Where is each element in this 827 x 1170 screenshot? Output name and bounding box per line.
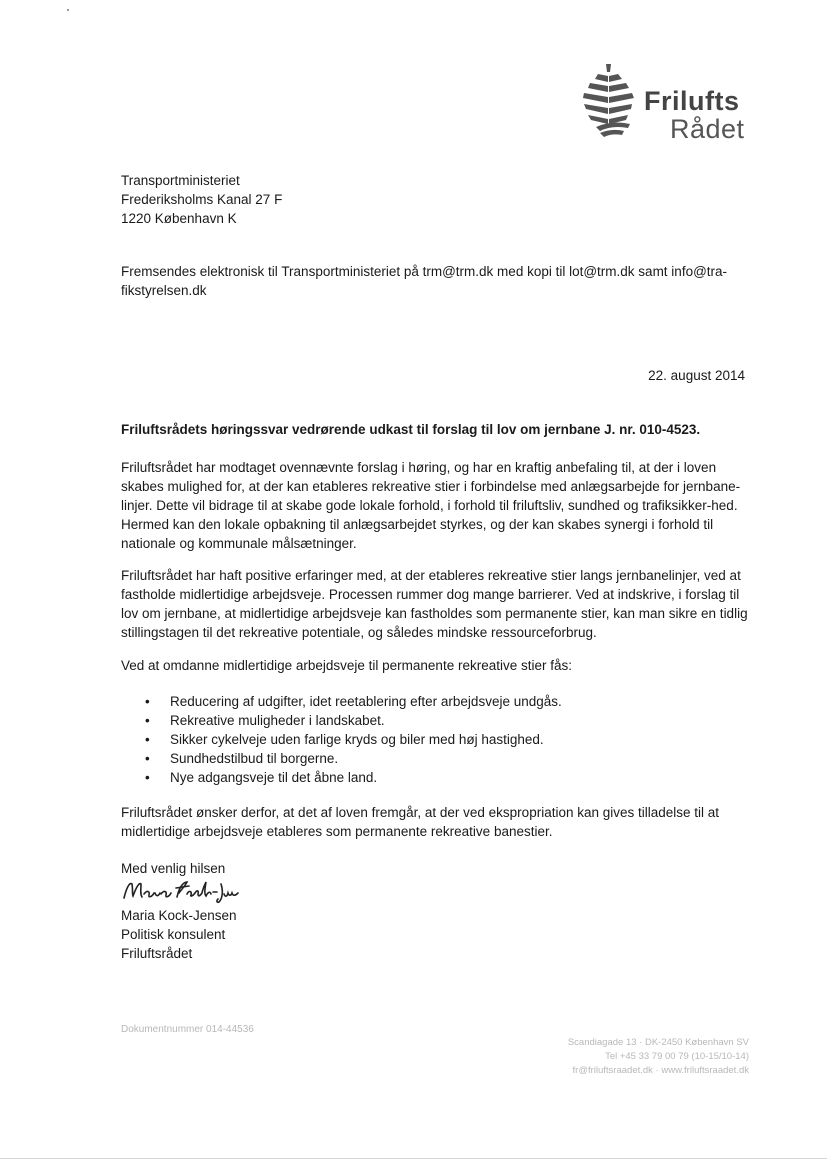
recipient-name: Transportministeriet	[121, 173, 240, 188]
scan-speck	[67, 9, 69, 11]
list-item-text: Rekreative muligheder i landskabet.	[170, 713, 385, 728]
document-number: Dokumentnummer 014-44536	[121, 1024, 254, 1035]
leaf-logo-icon	[578, 58, 638, 140]
logo-text-raadet: Rådet	[670, 114, 745, 144]
footer-web: fr@friluftsraadet.dk · www.friluftsraadet.dk	[572, 1065, 749, 1076]
bullet-icon: •	[145, 713, 150, 728]
list-item	[121, 692, 741, 711]
bullet-icon: •	[145, 694, 150, 709]
list-item-text: Reducering af udgifter, idet reetablering efter arbejdsveje undgås.	[170, 694, 562, 709]
benefits-list	[121, 692, 741, 787]
signer-block	[121, 906, 237, 963]
footer-contact	[568, 1036, 749, 1078]
signer-title: Politisk konsulent	[121, 927, 226, 942]
list-item-text: Nye adgangsveje til det åbne land.	[170, 770, 378, 785]
paragraph-4: Friluftsrådet ønsker derfor, at det af loven fremgår, at der ved ekspropriation kan gives tilladelse til at midlertidige arbejdsveje etableres som permanente rekreative banestier.	[121, 805, 720, 839]
list-item	[121, 768, 741, 787]
bullet-icon: •	[145, 732, 150, 747]
recipient-city: 1220 København K	[121, 211, 237, 226]
list-item	[121, 730, 741, 749]
letter-subject: Friluftsrådets høringssvar vedrørende udkast til forslag til lov om jernbane J. nr. 010-4523.	[121, 422, 701, 437]
letter-date: 22. august 2014	[648, 368, 745, 383]
bullet-icon: •	[145, 751, 150, 766]
recipient-address	[121, 171, 282, 228]
paragraph-1: Friluftsrådet har modtaget ovennævnte forslag i høring, og har en kraftig anbefaling til, at der i loven skabes mulighed for, at der kan etableres rekreative stier i forbindelse med anlægsarbejde for jernbane-linjer. Dette vil bidrage til at skabe gode lokale forhold, i forhold til friluftsliv, sundhed og trafiksikker-hed. Hermed kan den lokale opbakning til anlægsarbejdet styrkes, og der kan skabes synergi i forhold til nationale og kommunale målsætninger.	[121, 460, 741, 551]
footer-address: Scandiagade 13 · DK-2450 København SV	[567, 1037, 749, 1048]
paragraph-2: Friluftsrådet har haft positive erfaringer med, at der etableres rekreative stier langs jernbanelinjer, ved at fastholde midlertidige arbejdsveje. Processen rummer dog mange barrierer. Ved at indskrive, i forslag til lov om jernbane, at midlertidige arbejdsveje kan fastholdes som permanente stier, kan man sikre en tidlig stillingstagen til det rekreative potentiale, og således mindske ressourceforbrug.	[121, 568, 748, 640]
page-bottom-divider	[0, 1158, 827, 1159]
handwritten-signature	[121, 876, 241, 909]
signature-icon	[121, 876, 241, 904]
delivery-note: Fremsendes elektronisk til Transportministeriet på trm@trm.dk med kopi til lot@trm.dk samt info@tra-fikstyrelsen.dk	[121, 264, 728, 298]
list-item	[121, 749, 741, 768]
paragraph-3: Ved at omdanne midlertidige arbejdsveje til permanente rekreative stier fås:	[121, 658, 572, 673]
logo-text-frilufts: Frilufts	[644, 86, 740, 116]
closing-greeting: Med venlig hilsen	[121, 861, 226, 876]
signer-name: Maria Kock-Jensen	[121, 908, 237, 923]
list-item-text: Sundhedstilbud til borgerne.	[170, 751, 339, 766]
signer-organization: Friluftsrådet	[121, 946, 193, 961]
bullet-icon: •	[145, 770, 150, 785]
recipient-street: Frederiksholms Kanal 27 F	[121, 192, 283, 207]
list-item-text: Sikker cykelveje uden farlige kryds og biler med høj hastighed.	[170, 732, 544, 747]
list-item	[121, 711, 741, 730]
friluftsraadet-logo	[578, 58, 778, 148]
footer-phone: Tel +45 33 79 00 79 (10-15/10-14)	[605, 1051, 749, 1062]
